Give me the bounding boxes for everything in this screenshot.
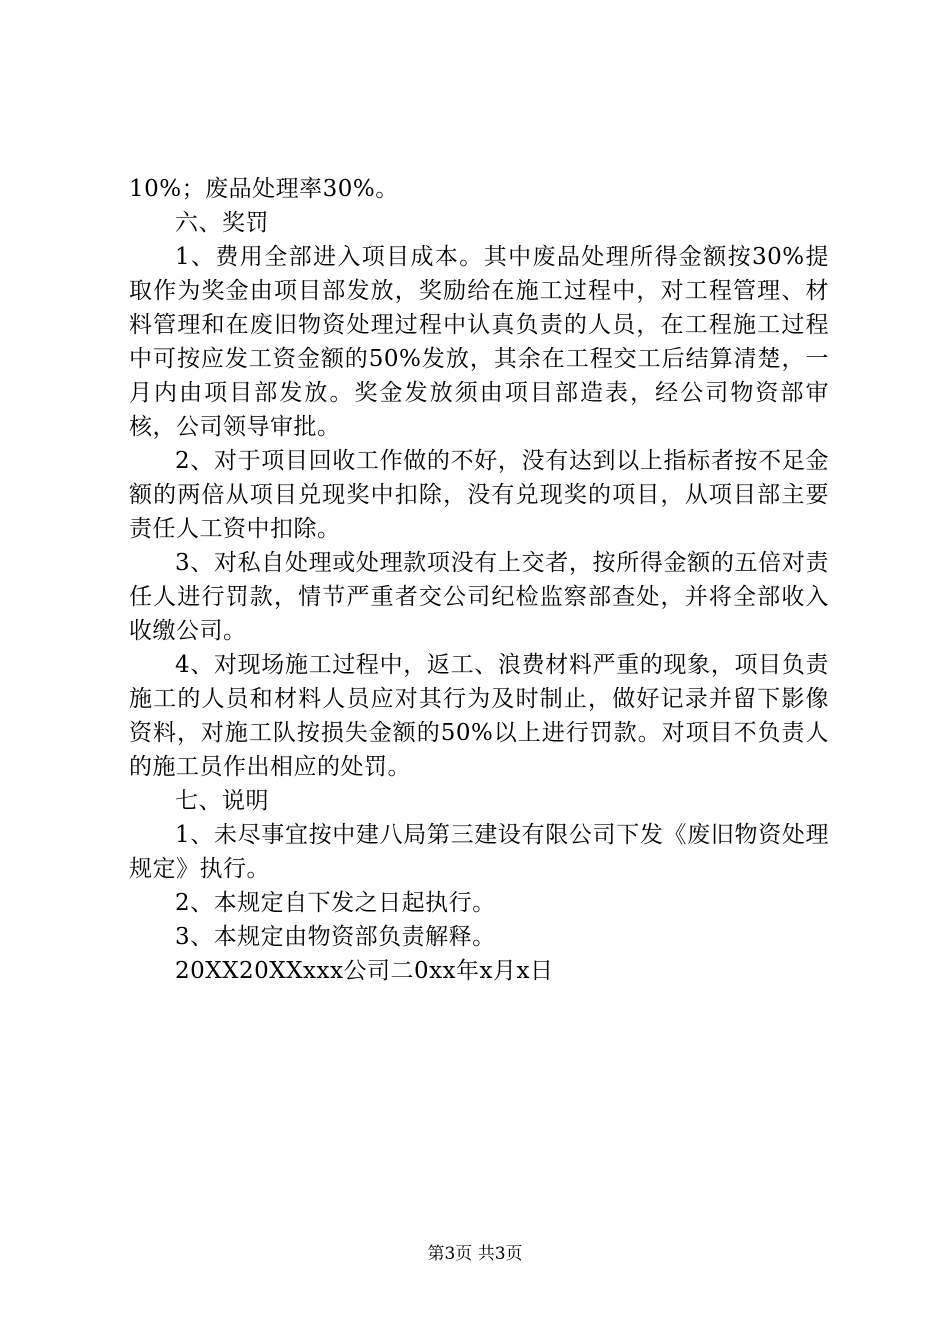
paragraph-rate-continuation: 10%；废品处理率30%。 xyxy=(129,176,399,202)
paragraph-note-1: 1、未尽事宜按中建八局第三建设有限公司下发《废旧物资处理规定》执行。 xyxy=(129,822,829,882)
paragraph-penalty-rule-2: 2、对于项目回收工作做的不好，没有达到以上指标者按不足金额的两倍从项目兑现奖中扣除，没有兑现奖的项目，从项目部主要责任人工资中扣除。 xyxy=(129,448,829,542)
page-number-footer: 第3页 共3页 xyxy=(427,1244,523,1264)
heading-rewards-penalties: 六、奖罚 xyxy=(175,210,269,236)
paragraph-penalty-rule-4: 4、对现场施工过程中，返工、浪费材料严重的现象，项目负责施工的人员和材料人员应对其行为及时制止，做好记录并留下影像资料，对施工队按损失金额的50%以上进行罚款。对项目不负责人的施工员作出相应的处罚。 xyxy=(129,652,829,780)
signature-date-line: 20XX20XXxxx公司二0xx年x月x日 xyxy=(175,958,554,984)
paragraph-penalty-rule-3: 3、对私自处理或处理款项没有上交者，按所得金额的五倍对责任人进行罚款，情节严重者交公司纪检监察部查处，并将全部收入收缴公司。 xyxy=(129,550,829,644)
paragraph-reward-rule-1: 1、费用全部进入项目成本。其中废品处理所得金额按30%提取作为奖金由项目部发放，奖励给在施工过程中，对工程管理、材料管理和在废旧物资处理过程中认真负责的人员，在工程施工过程中可按应发工资金额的50%发放，其余在工程交工后结算清楚，一月内由项目部发放。奖金发放须由项目部造表，经公司物资部审核，公司领导审批。 xyxy=(129,244,829,440)
paragraph-note-2: 2、本规定自下发之日起执行。 xyxy=(175,890,496,916)
document-body xyxy=(129,172,829,988)
paragraph-note-3: 3、本规定由物资部负责解释。 xyxy=(175,924,496,950)
heading-notes: 七、说明 xyxy=(175,788,269,814)
